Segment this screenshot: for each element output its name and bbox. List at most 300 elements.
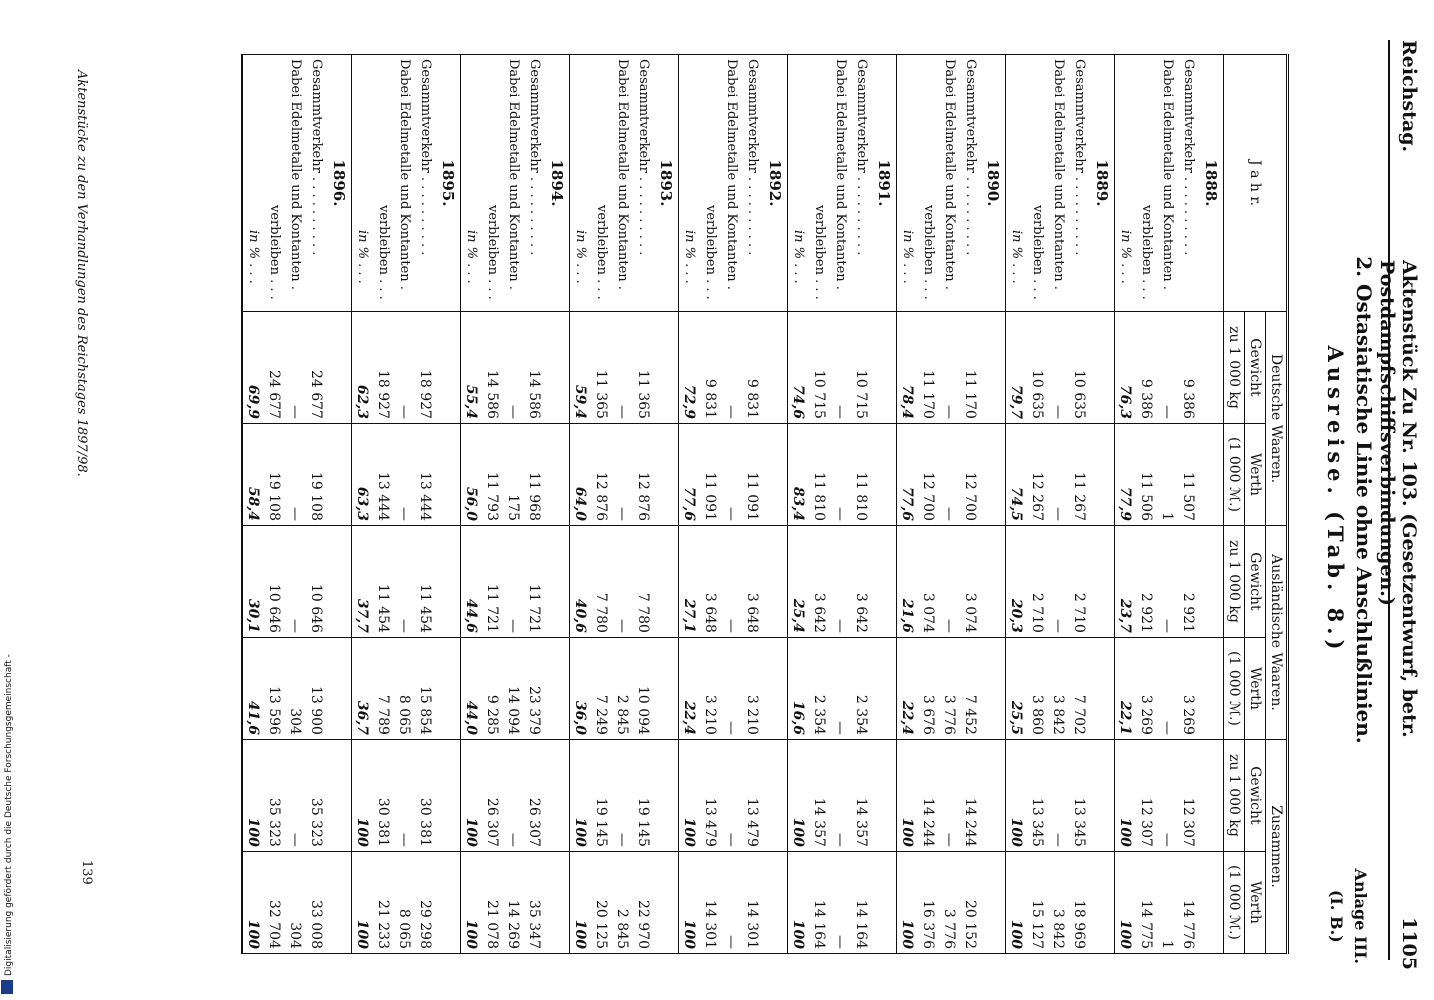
value-cell: 304 xyxy=(285,637,306,739)
value-cell: 11 365 xyxy=(591,312,612,424)
table-row xyxy=(700,55,721,954)
value-cell: — xyxy=(394,525,415,637)
value-cell: 3 269 xyxy=(1136,637,1157,739)
value-cell: 100 xyxy=(1115,739,1137,851)
empty-cell xyxy=(1199,312,1224,424)
value-cell: 19 145 xyxy=(591,739,612,851)
value-cell: 9 831 xyxy=(700,312,721,424)
value-cell: 100 xyxy=(352,851,374,953)
value-cell: 3 074 xyxy=(918,525,939,637)
value-cell: 3 210 xyxy=(742,637,763,739)
table-row xyxy=(918,55,939,954)
table-row xyxy=(1136,55,1157,954)
empty-cell xyxy=(654,851,679,953)
value-cell: 9 285 xyxy=(482,637,503,739)
value-cell: 11 721 xyxy=(482,525,503,637)
table-row xyxy=(461,55,483,954)
empty-cell xyxy=(981,637,1006,739)
value-cell: 9 386 xyxy=(1136,312,1157,424)
value-cell: 44,0 xyxy=(461,637,483,739)
row-label: verbleiben . . . xyxy=(373,55,394,312)
value-cell: 3 269 xyxy=(1178,637,1199,739)
value-cell: 13 596 xyxy=(264,637,285,739)
value-cell: 36,0 xyxy=(570,637,592,739)
table-row xyxy=(851,55,872,954)
empty-cell xyxy=(545,739,570,851)
value-cell: 10 094 xyxy=(633,637,654,739)
value-cell: — xyxy=(939,525,960,637)
value-cell: 12 876 xyxy=(633,423,654,525)
value-cell: 21,6 xyxy=(897,525,919,637)
value-cell: 35 323 xyxy=(306,739,327,851)
row-label: Gesammtverkehr . . . . . . . . . . xyxy=(1178,55,1199,312)
row-label: Gesammtverkehr . . . . . . . . . . xyxy=(306,55,327,312)
row-label: Gesammtverkehr . . . . . . . . . . xyxy=(1069,55,1090,312)
empty-cell xyxy=(654,637,679,739)
year-label: 1889. xyxy=(1090,55,1115,312)
row-label: Dabei Edelmetalle und Kontanten . xyxy=(939,55,960,312)
row-label: Dabei Edelmetalle und Kontanten . xyxy=(721,55,742,312)
value-cell: 2 845 xyxy=(612,851,633,953)
table-row xyxy=(897,55,919,954)
value-cell: 3 842 xyxy=(1048,851,1069,953)
value-cell: 3 074 xyxy=(960,525,981,637)
row-label: Dabei Edelmetalle und Kontanten . xyxy=(503,55,524,312)
empty-cell xyxy=(654,739,679,851)
unit-header: (1 000 ℳ.) xyxy=(1224,637,1245,739)
value-cell: 58,4 xyxy=(242,423,264,525)
value-cell: 100 xyxy=(1006,851,1028,953)
value-cell: 33 008 xyxy=(306,851,327,953)
value-cell: 76,3 xyxy=(1115,312,1137,424)
row-label: Gesammtverkehr . . . . . . . . . . xyxy=(633,55,654,312)
value-cell: 37,7 xyxy=(352,525,374,637)
value-cell: 8 065 xyxy=(394,637,415,739)
value-cell: 36,7 xyxy=(352,637,374,739)
row-label: Dabei Edelmetalle und Kontanten . xyxy=(1048,55,1069,312)
year-label: 1893. xyxy=(654,55,679,312)
table-row xyxy=(830,55,851,954)
year-row xyxy=(436,55,461,954)
value-cell: 100 xyxy=(352,739,374,851)
value-cell: 2 921 xyxy=(1136,525,1157,637)
row-label: Gesammtverkehr . . . . . . . . . . xyxy=(415,55,436,312)
footnote: Aktenstücke zu den Verhandlungen des Reichstages 1897/98. xyxy=(74,70,89,477)
header-page-number: 1105 xyxy=(1398,917,1420,970)
value-cell: 12 876 xyxy=(591,423,612,525)
value-cell: 18 927 xyxy=(373,312,394,424)
unit-header: (1 000 ℳ.) xyxy=(1224,423,1245,525)
empty-cell xyxy=(981,312,1006,424)
value-cell: 10 635 xyxy=(1027,312,1048,424)
value-cell: 100 xyxy=(897,851,919,953)
empty-cell xyxy=(436,525,461,637)
value-cell: 20 152 xyxy=(960,851,981,953)
value-cell: 3 776 xyxy=(939,851,960,953)
empty-cell xyxy=(872,739,897,851)
value-cell: 11 365 xyxy=(633,312,654,424)
empty-cell xyxy=(436,312,461,424)
table-row xyxy=(612,55,633,954)
value-cell: — xyxy=(1157,637,1178,739)
table-row xyxy=(264,55,285,954)
value-cell: 26 307 xyxy=(524,739,545,851)
value-cell: 35 347 xyxy=(524,851,545,953)
value-cell: 14 776 xyxy=(1178,851,1199,953)
value-cell: — xyxy=(830,739,851,851)
value-cell: 304 xyxy=(285,851,306,953)
table-row xyxy=(809,55,830,954)
empty-cell xyxy=(1199,851,1224,953)
value-cell: — xyxy=(721,312,742,424)
value-cell: 12 307 xyxy=(1136,739,1157,851)
value-cell: 2 921 xyxy=(1178,525,1199,637)
empty-cell xyxy=(981,739,1006,851)
value-cell: 100 xyxy=(461,739,483,851)
value-cell: 35 323 xyxy=(264,739,285,851)
table-row xyxy=(788,55,810,954)
row-label: verbleiben . . . xyxy=(918,55,939,312)
value-cell: 14 244 xyxy=(960,739,981,851)
value-cell: 2 354 xyxy=(809,637,830,739)
value-cell: 21 233 xyxy=(373,851,394,953)
empty-cell xyxy=(1090,312,1115,424)
row-label: in % . . . xyxy=(570,55,592,312)
value-cell: 22,4 xyxy=(897,637,919,739)
value-cell: 10 646 xyxy=(264,525,285,637)
value-cell: 24 677 xyxy=(264,312,285,424)
value-cell: 44,6 xyxy=(461,525,483,637)
empty-cell xyxy=(1199,637,1224,739)
group-header-auslaendische: Ausländische Waaren. xyxy=(1266,525,1288,739)
value-cell: — xyxy=(1048,525,1069,637)
value-cell: — xyxy=(503,312,524,424)
table-row xyxy=(960,55,981,954)
value-cell: 18 927 xyxy=(415,312,436,424)
running-header xyxy=(1376,40,1424,970)
empty-cell xyxy=(436,423,461,525)
value-cell: 11 507 xyxy=(1178,423,1199,525)
value-cell: — xyxy=(285,423,306,525)
value-cell: 40,6 xyxy=(570,525,592,637)
page-number: 139 xyxy=(79,860,94,885)
empty-cell xyxy=(763,739,788,851)
year-label: 1895. xyxy=(436,55,461,312)
value-cell: 21 078 xyxy=(482,851,503,953)
table-row xyxy=(570,55,592,954)
empty-cell xyxy=(545,637,570,739)
value-cell: 55,4 xyxy=(461,312,483,424)
value-cell: 30,1 xyxy=(242,525,264,637)
header-left: Reichstag. xyxy=(1398,40,1420,153)
value-cell: 11 091 xyxy=(700,423,721,525)
empty-cell xyxy=(545,851,570,953)
value-cell: — xyxy=(1048,739,1069,851)
sub-header: Gewicht xyxy=(1245,525,1266,637)
row-label: Gesammtverkehr . . . . . . . . . . xyxy=(851,55,872,312)
value-cell: 3 642 xyxy=(851,525,872,637)
value-cell: 13 345 xyxy=(1027,739,1048,851)
value-cell: 11 267 xyxy=(1069,423,1090,525)
value-cell: 74,5 xyxy=(1006,423,1028,525)
empty-cell xyxy=(1090,423,1115,525)
row-label: Gesammtverkehr . . . . . . . . . . xyxy=(742,55,763,312)
value-cell: 14 586 xyxy=(524,312,545,424)
value-cell: — xyxy=(1157,739,1178,851)
table-row xyxy=(1115,55,1137,954)
empty-cell xyxy=(545,423,570,525)
section-title: 2. Ostasiatische Linie ohne Anschlußlinien. xyxy=(1352,256,1376,744)
dfg-sidebar xyxy=(0,576,14,996)
value-cell: 69,9 xyxy=(242,312,264,424)
dfg-logo-icon xyxy=(1,980,13,994)
value-cell: 14 357 xyxy=(809,739,830,851)
year-label: 1890. xyxy=(981,55,1006,312)
value-cell: 3 676 xyxy=(918,637,939,739)
row-label: in % . . . xyxy=(1115,55,1137,312)
value-cell: 11 810 xyxy=(851,423,872,525)
value-cell: — xyxy=(721,637,742,739)
value-cell: 14 586 xyxy=(482,312,503,424)
table-row xyxy=(742,55,763,954)
value-cell: 13 900 xyxy=(306,637,327,739)
row-label: Gesammtverkehr . . . . . . . . . . xyxy=(960,55,981,312)
table-row xyxy=(633,55,654,954)
row-label: verbleiben . . . xyxy=(809,55,830,312)
value-cell: — xyxy=(721,851,742,953)
value-cell: — xyxy=(721,739,742,851)
value-cell: — xyxy=(721,423,742,525)
value-cell: 30 381 xyxy=(415,739,436,851)
table-row xyxy=(1006,55,1028,954)
table-row xyxy=(1157,55,1178,954)
value-cell: 2 710 xyxy=(1069,525,1090,637)
value-cell: 59,4 xyxy=(570,312,592,424)
row-label: in % . . . xyxy=(788,55,810,312)
value-cell: — xyxy=(612,739,633,851)
value-cell: 13 444 xyxy=(373,423,394,525)
empty-cell xyxy=(654,525,679,637)
table-row xyxy=(373,55,394,954)
group-header-zusammen: Zusammen. xyxy=(1266,739,1288,953)
statistics-table xyxy=(241,54,1289,954)
empty-cell xyxy=(1199,423,1224,525)
year-label: 1892. xyxy=(763,55,788,312)
row-label: Dabei Edelmetalle und Kontanten . xyxy=(1157,55,1178,312)
value-cell: 8 065 xyxy=(394,851,415,953)
value-cell: 2 710 xyxy=(1027,525,1048,637)
year-label: 1891. xyxy=(872,55,897,312)
value-cell: 25,5 xyxy=(1006,637,1028,739)
empty-cell xyxy=(763,637,788,739)
value-cell: 13 479 xyxy=(742,739,763,851)
value-cell: 72,9 xyxy=(679,312,701,424)
value-cell: — xyxy=(830,312,851,424)
value-cell: 14 301 xyxy=(742,851,763,953)
value-cell: 74,6 xyxy=(788,312,810,424)
value-cell: 12 700 xyxy=(918,423,939,525)
value-cell: 63,3 xyxy=(352,423,374,525)
value-cell: 79,7 xyxy=(1006,312,1028,424)
value-cell: 16,6 xyxy=(788,637,810,739)
value-cell: — xyxy=(612,423,633,525)
row-label: Gesammtverkehr . . . . . . . . . . xyxy=(524,55,545,312)
row-label: Dabei Edelmetalle und Kontanten . xyxy=(285,55,306,312)
empty-cell xyxy=(981,851,1006,953)
row-label: in % . . . xyxy=(242,55,264,312)
value-cell: 9 386 xyxy=(1178,312,1199,424)
value-cell: 22,4 xyxy=(679,637,701,739)
row-label: verbleiben . . . xyxy=(264,55,285,312)
empty-cell xyxy=(872,637,897,739)
empty-cell xyxy=(763,851,788,953)
value-cell: 11 506 xyxy=(1136,423,1157,525)
value-cell: 14 164 xyxy=(851,851,872,953)
year-row xyxy=(1090,55,1115,954)
sub-header: Gewicht xyxy=(1245,739,1266,851)
value-cell: — xyxy=(1157,525,1178,637)
value-cell: 11 091 xyxy=(742,423,763,525)
row-label: verbleiben . . . xyxy=(482,55,503,312)
value-cell: 78,4 xyxy=(897,312,919,424)
value-cell: 24 677 xyxy=(306,312,327,424)
value-cell: 14 269 xyxy=(503,851,524,953)
year-label: 1896. xyxy=(327,55,352,312)
value-cell: 3 642 xyxy=(809,525,830,637)
subtitle: Ausreise. (Tab. 8.) xyxy=(1323,345,1348,655)
empty-cell xyxy=(327,739,352,851)
value-cell: 100 xyxy=(1006,739,1028,851)
row-label: in % . . . xyxy=(679,55,701,312)
empty-cell xyxy=(327,423,352,525)
table-row xyxy=(939,55,960,954)
value-cell: 12 307 xyxy=(1178,739,1199,851)
sub-header: Werth xyxy=(1245,637,1266,739)
value-cell: 13 444 xyxy=(415,423,436,525)
value-cell: 100 xyxy=(461,851,483,953)
table-row xyxy=(394,55,415,954)
empty-cell xyxy=(545,312,570,424)
table-row xyxy=(591,55,612,954)
value-cell: 100 xyxy=(897,739,919,851)
empty-cell xyxy=(1090,525,1115,637)
year-label: 1894. xyxy=(545,55,570,312)
value-cell: — xyxy=(830,637,851,739)
value-cell: 11 454 xyxy=(373,525,394,637)
value-cell: — xyxy=(394,739,415,851)
value-cell: 14 244 xyxy=(918,739,939,851)
value-cell: 19 145 xyxy=(633,739,654,851)
value-cell: 100 xyxy=(242,739,264,851)
empty-cell xyxy=(1199,525,1224,637)
table-row xyxy=(524,55,545,954)
table-row xyxy=(679,55,701,954)
value-cell: 3 210 xyxy=(700,637,721,739)
empty-cell xyxy=(327,525,352,637)
value-cell: 20 125 xyxy=(591,851,612,953)
empty-cell xyxy=(763,312,788,424)
empty-cell xyxy=(654,312,679,424)
value-cell: 19 108 xyxy=(264,423,285,525)
value-cell: 7 702 xyxy=(1069,637,1090,739)
year-row xyxy=(545,55,570,954)
value-cell: 100 xyxy=(1115,851,1137,953)
value-cell: 10 635 xyxy=(1069,312,1090,424)
table-row xyxy=(415,55,436,954)
table-row xyxy=(1048,55,1069,954)
value-cell: 7 780 xyxy=(591,525,612,637)
empty-cell xyxy=(1090,739,1115,851)
value-cell: 30 381 xyxy=(373,739,394,851)
table-row xyxy=(482,55,503,954)
table-row xyxy=(503,55,524,954)
value-cell: — xyxy=(939,423,960,525)
unit-header: zu 1 000 kg xyxy=(1224,525,1245,637)
value-cell: 22 970 xyxy=(633,851,654,953)
empty-cell xyxy=(327,312,352,424)
value-cell: 77,6 xyxy=(897,423,919,525)
empty-cell xyxy=(872,851,897,953)
empty-cell xyxy=(436,851,461,953)
value-cell: 100 xyxy=(788,739,810,851)
value-cell: — xyxy=(1157,312,1178,424)
value-cell: 23 379 xyxy=(524,637,545,739)
row-label: in % . . . xyxy=(897,55,919,312)
value-cell: 100 xyxy=(242,851,264,953)
value-cell: 77,9 xyxy=(1115,423,1137,525)
value-cell: — xyxy=(939,739,960,851)
value-cell: 12 700 xyxy=(960,423,981,525)
empty-cell xyxy=(1090,637,1115,739)
value-cell: 175 xyxy=(503,423,524,525)
row-label: in % . . . xyxy=(461,55,483,312)
value-cell: — xyxy=(612,525,633,637)
year-row xyxy=(1199,55,1224,954)
empty-cell xyxy=(1199,739,1224,851)
value-cell: 10 715 xyxy=(851,312,872,424)
row-label: in % . . . xyxy=(352,55,374,312)
value-cell: 7 780 xyxy=(633,525,654,637)
row-label: verbleiben . . . xyxy=(1136,55,1157,312)
value-cell: 41,6 xyxy=(242,637,264,739)
value-cell: 100 xyxy=(570,851,592,953)
value-cell: 56,0 xyxy=(461,423,483,525)
unit-header: zu 1 000 kg xyxy=(1224,312,1245,424)
sub-header: Werth xyxy=(1245,423,1266,525)
value-cell: 64,0 xyxy=(570,423,592,525)
empty-cell xyxy=(436,739,461,851)
value-cell: 100 xyxy=(788,851,810,953)
value-cell: 11 968 xyxy=(524,423,545,525)
value-cell: 14 164 xyxy=(809,851,830,953)
value-cell: 16 376 xyxy=(918,851,939,953)
value-cell: 23,7 xyxy=(1115,525,1137,637)
table-row xyxy=(1069,55,1090,954)
value-cell: — xyxy=(1048,312,1069,424)
value-cell: 7 249 xyxy=(591,637,612,739)
empty-cell xyxy=(872,312,897,424)
value-cell: — xyxy=(1048,423,1069,525)
anlage-line-1: Anlage III. xyxy=(1351,868,1370,964)
value-cell: 14 775 xyxy=(1136,851,1157,953)
year-row xyxy=(654,55,679,954)
row-label: in % . . . xyxy=(1006,55,1028,312)
value-cell: 13 345 xyxy=(1069,739,1090,851)
table-row xyxy=(285,55,306,954)
row-label: verbleiben . . . xyxy=(1027,55,1048,312)
value-cell: — xyxy=(394,423,415,525)
value-cell: — xyxy=(503,739,524,851)
